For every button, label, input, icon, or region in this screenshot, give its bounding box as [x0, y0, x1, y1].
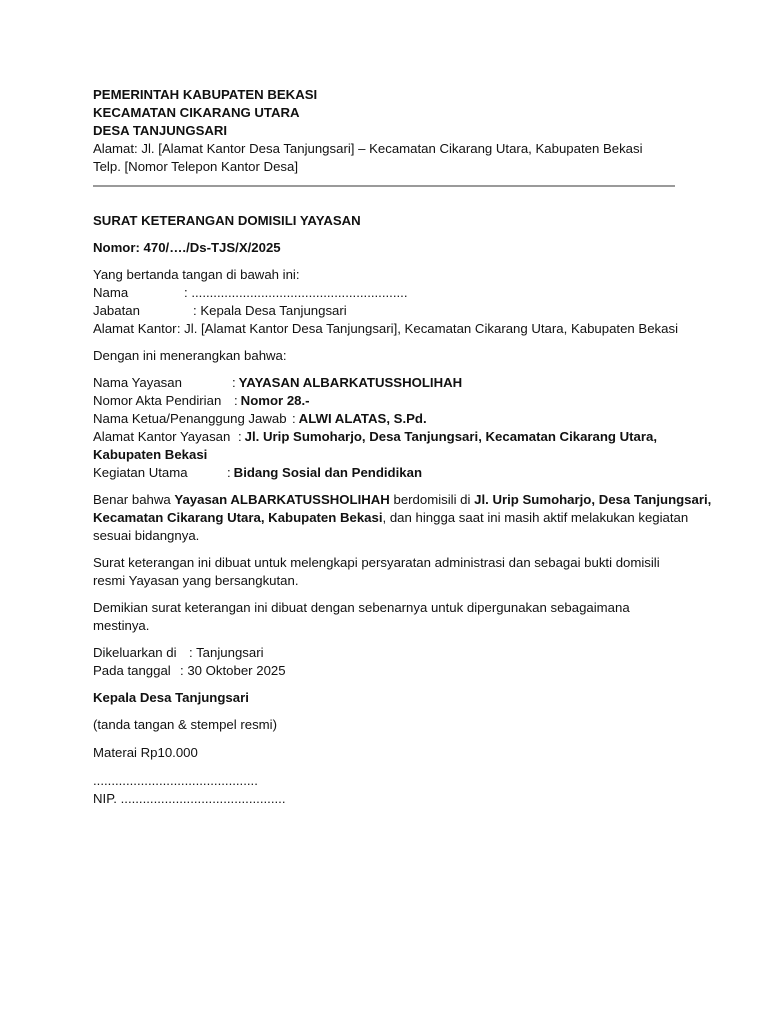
stamp-duty-label: Materai Rp10.000 — [93, 745, 198, 760]
letterhead-regency: PEMERINTAH KABUPATEN BEKASI — [93, 87, 318, 102]
signer-section — [93, 266, 678, 338]
issued-date-label: Pada tanggal — [93, 663, 171, 678]
letter-title: SURAT KETERANGAN DOMISILI YAYASAN — [93, 213, 361, 228]
para1-address-2: Kecamatan Cikarang Utara, Kabupaten Bekasi — [93, 510, 383, 525]
signature-name-line: ............................................. — [93, 773, 258, 788]
signature-block — [93, 689, 678, 808]
foundation-chair-colon: : — [292, 411, 296, 426]
foundation-chair-label: Nama Ketua/Penanggung Jawab — [93, 411, 287, 426]
signer-office-label: Alamat Kantor — [93, 321, 177, 336]
foundation-deed-value: Nomor 28.- — [240, 393, 310, 408]
foundation-name-row — [93, 374, 678, 392]
para1-text-4: sesuai bidangnya. — [93, 528, 200, 543]
foundation-activity-row — [93, 464, 678, 482]
foundation-office-value-2: Kabupaten Bekasi — [93, 447, 208, 462]
signature-nip-line: NIP. ............................................. — [93, 791, 286, 806]
para1-text-1: Benar bahwa — [93, 492, 175, 507]
foundation-deed-colon: : — [234, 393, 238, 408]
foundation-office-row — [93, 428, 678, 446]
foundation-deed-label: Nomor Akta Pendirian — [93, 393, 222, 408]
signer-name-row — [93, 284, 678, 302]
signer-position-label: Jabatan — [93, 303, 140, 318]
foundation-activity-label: Kegiatan Utama — [93, 465, 188, 480]
foundation-name-colon: : — [232, 375, 236, 390]
foundation-chair-value: ALWI ALATAS, S.Pd. — [298, 411, 427, 426]
issued-place-label: Dikeluarkan di — [93, 645, 177, 660]
foundation-name-label: Nama Yayasan — [93, 375, 182, 390]
signer-position-row — [93, 302, 678, 320]
para2-line-1: Surat keterangan ini dibuat untuk melengkapi persyaratan administrasi dan sebagai bukti domisili — [93, 555, 660, 570]
signer-office-value: : Jl. [Alamat Kantor Desa Tanjungsari], Kecamatan Cikarang Utara, Kabupaten Bekasi — [176, 321, 678, 336]
paragraph-purpose — [93, 554, 678, 590]
foundation-name-value: YAYASAN ALBARKATUSSHOLIHAH — [238, 375, 463, 390]
para1-text-3: , dan hingga saat ini masih aktif melakukan kegiatan — [382, 510, 689, 525]
signature-note: (tanda tangan & stempel resmi) — [93, 717, 277, 732]
letterhead — [93, 86, 678, 176]
signer-intro: Yang bertanda tangan di bawah ini: — [93, 267, 300, 282]
signer-office-row — [93, 320, 678, 338]
para3-line-1: Demikian surat keterangan ini dibuat dengan sebenarnya untuk dipergunakan sebagaimana — [93, 600, 630, 615]
para2-line-2: resmi Yayasan yang bersangkutan. — [93, 573, 299, 588]
foundation-office-colon: : — [238, 429, 242, 444]
issued-date-value: : 30 Oktober 2025 — [180, 663, 286, 678]
issued-place-row — [93, 644, 678, 662]
foundation-deed-row — [93, 392, 678, 410]
signer-position-value: : Kepala Desa Tanjungsari — [193, 303, 347, 318]
foundation-office-value-1: Jl. Urip Sumoharjo, Desa Tanjungsari, Kecamatan Cikarang Utara, — [244, 429, 658, 444]
issued-section — [93, 644, 678, 680]
foundation-chair-row — [93, 410, 678, 428]
foundation-activity-colon: : — [227, 465, 231, 480]
statement-intro: Dengan ini menerangkan bahwa: — [93, 348, 287, 363]
issued-place-value: : Tanjungsari — [189, 645, 264, 660]
letter-number: Nomor: 470/…./Ds-TJS/X/2025 — [93, 240, 281, 255]
paragraph-closing — [93, 599, 678, 635]
issued-date-row — [93, 662, 678, 680]
para1-address-1: Jl. Urip Sumoharjo, Desa Tanjungsari, — [474, 492, 712, 507]
letterhead-village: DESA TANJUNGSARI — [93, 123, 228, 138]
letterhead-district: KECAMATAN CIKARANG UTARA — [93, 105, 300, 120]
letter-page — [93, 86, 712, 808]
para1-foundation-name: Yayasan ALBARKATUSSHOLIHAH — [174, 492, 390, 507]
para3-line-2: mestinya. — [93, 618, 150, 633]
foundation-activity-value: Bidang Sosial dan Pendidikan — [233, 465, 422, 480]
foundation-office-label: Alamat Kantor Yayasan — [93, 429, 231, 444]
signer-name-label: Nama — [93, 285, 129, 300]
signature-title: Kepala Desa Tanjungsari — [93, 690, 249, 705]
letterhead-address: Alamat: Jl. [Alamat Kantor Desa Tanjungsari] – Kecamatan Cikarang Utara, Kabupaten Bekasi — [93, 141, 643, 156]
letterhead-phone: Telp. [Nomor Telepon Kantor Desa] — [93, 159, 299, 174]
para1-text-2: berdomisili di — [389, 492, 475, 507]
paragraph-domicile — [93, 491, 712, 545]
signer-name-value: : ........................................................... — [184, 285, 408, 300]
foundation-details — [93, 374, 678, 482]
